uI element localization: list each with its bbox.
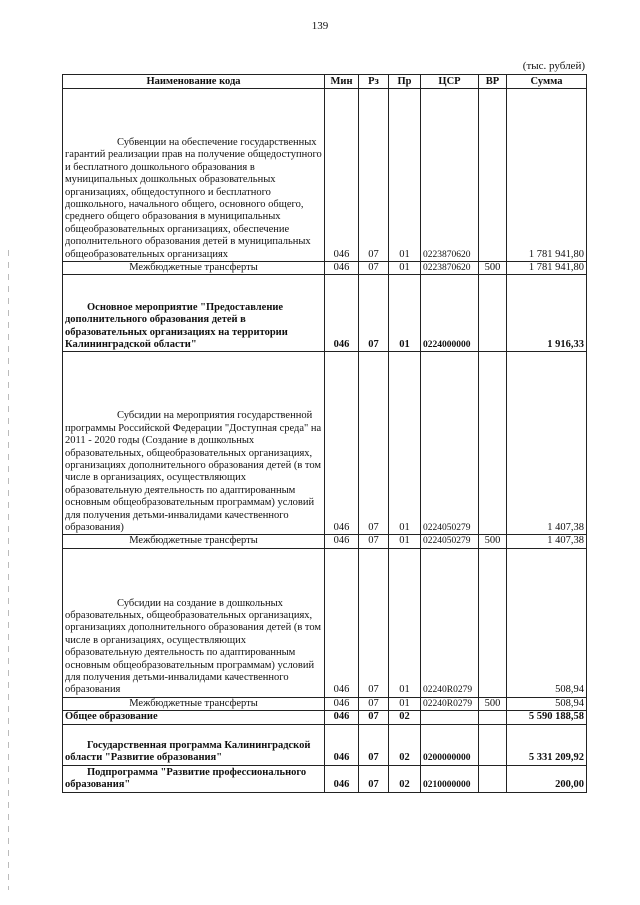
row-csr: 0224050279: [421, 535, 479, 548]
row-vr: [479, 548, 507, 697]
row-name: Субвенции на обеспечение государственных гарантий реализации прав на получение общедоступного и бесплатного дошкольного образования в муниципальных дошкольных образовательных организациях, общедоступного и бесплатного дошкольного, начального общего, основного общего, среднего общего образования в муниципальных общеобразовательных организациях, обеспечение дополнительного образования детей в муниципальных общеобразовательных организациях: [63, 89, 325, 262]
row-pr: 01: [389, 535, 421, 548]
row-sum: 5 331 209,92: [507, 724, 587, 765]
row-rz: 07: [359, 548, 389, 697]
row-name: Государственная программа Калининградской области "Развитие образования": [63, 724, 325, 765]
table-row: [63, 548, 587, 697]
row-pr: 01: [389, 352, 421, 535]
row-vr: 500: [479, 535, 507, 548]
row-sum: 1 781 941,80: [507, 89, 587, 262]
column-header-sum: Сумма: [507, 75, 587, 89]
row-min: 046: [325, 711, 359, 724]
row-vr: 500: [479, 262, 507, 275]
row-rz: 07: [359, 89, 389, 262]
row-sum: 508,94: [507, 697, 587, 710]
row-min: 046: [325, 275, 359, 352]
row-pr: 01: [389, 275, 421, 352]
table-row: [63, 765, 587, 792]
row-csr: 0224000000: [421, 275, 479, 352]
column-header-name: Наименование кода: [63, 75, 325, 89]
row-vr: [479, 765, 507, 792]
row-name: Межбюджетные трансферты: [63, 535, 325, 548]
row-vr: [479, 89, 507, 262]
row-pr: 02: [389, 765, 421, 792]
row-min: 046: [325, 352, 359, 535]
row-name: Субсидии на создание в дошкольных образовательных, общеобразовательных организациях, организациях дополнительного образования детей (в том числе в организациях, осуществляющих образовательную деятельность по адаптированным основным общеобразовательным программам) условий для получения детьми-инвалидами качественного образования: [63, 548, 325, 697]
row-pr: 02: [389, 711, 421, 724]
row-min: 046: [325, 724, 359, 765]
row-csr: [421, 711, 479, 724]
row-rz: 07: [359, 765, 389, 792]
column-header-vr: ВР: [479, 75, 507, 89]
table-row: [63, 262, 587, 275]
row-name: Субсидии на мероприятия государственной программы Российской Федерации "Доступная среда" на 2011 - 2020 годы (Создание в дошкольных образовательных, общеобразовательных организациях, организациях дополнительного образования детей (в том числе в организациях, осуществляющих образовательную деятельность по адаптированным основным общеобразовательным программам) условий для получения детьми-инвалидами качественного образования): [63, 352, 325, 535]
row-sum: 1 781 941,80: [507, 262, 587, 275]
row-pr: 01: [389, 89, 421, 262]
row-sum: 200,00: [507, 765, 587, 792]
row-sum: 1 407,38: [507, 535, 587, 548]
table-header-row: [63, 75, 587, 89]
row-min: 046: [325, 262, 359, 275]
table-row: [63, 535, 587, 548]
row-vr: [479, 352, 507, 535]
row-csr: 0200000000: [421, 724, 479, 765]
column-header-min: Мин: [325, 75, 359, 89]
row-csr: 0210000000: [421, 765, 479, 792]
row-min: 046: [325, 548, 359, 697]
column-header-pr: Пр: [389, 75, 421, 89]
row-rz: 07: [359, 262, 389, 275]
row-vr: 500: [479, 697, 507, 710]
column-header-csr: ЦСР: [421, 75, 479, 89]
row-name: Межбюджетные трансферты: [63, 697, 325, 710]
row-csr: 0223870620: [421, 262, 479, 275]
budget-table: [62, 74, 587, 793]
row-rz: 07: [359, 535, 389, 548]
row-rz: 07: [359, 724, 389, 765]
row-vr: [479, 275, 507, 352]
unit-label: (тыс. рублей): [522, 60, 585, 72]
row-csr: 0223870620: [421, 89, 479, 262]
table-row: [63, 711, 587, 724]
row-csr: 02240R0279: [421, 548, 479, 697]
table-row: [63, 697, 587, 710]
row-rz: 07: [359, 352, 389, 535]
table-row: [63, 352, 587, 535]
row-pr: 01: [389, 262, 421, 275]
row-pr: 02: [389, 724, 421, 765]
row-rz: 07: [359, 275, 389, 352]
row-pr: 01: [389, 697, 421, 710]
column-header-rz: Рз: [359, 75, 389, 89]
row-min: 046: [325, 697, 359, 710]
row-min: 046: [325, 535, 359, 548]
row-sum: 5 590 188,58: [507, 711, 587, 724]
row-name: Общее образование: [63, 711, 325, 724]
row-pr: 01: [389, 548, 421, 697]
row-sum: 1 916,33: [507, 275, 587, 352]
table-row: [63, 89, 587, 262]
row-vr: [479, 724, 507, 765]
row-rz: 07: [359, 711, 389, 724]
table-row: [63, 724, 587, 765]
row-name: Подпрограмма "Развитие профессионального образования": [63, 765, 325, 792]
row-sum: 508,94: [507, 548, 587, 697]
row-name: Межбюджетные трансферты: [63, 262, 325, 275]
row-csr: 02240R0279: [421, 697, 479, 710]
row-min: 046: [325, 89, 359, 262]
row-name: Основное мероприятие "Предоставление дополнительного образования детей в образовательных организациях на территории Калининградской области": [63, 275, 325, 352]
row-rz: 07: [359, 697, 389, 710]
row-sum: 1 407,38: [507, 352, 587, 535]
page-number: 139: [311, 20, 329, 32]
row-csr: 0224050279: [421, 352, 479, 535]
row-vr: [479, 711, 507, 724]
scan-margin-line: [8, 250, 9, 890]
table-row: [63, 275, 587, 352]
row-min: 046: [325, 765, 359, 792]
